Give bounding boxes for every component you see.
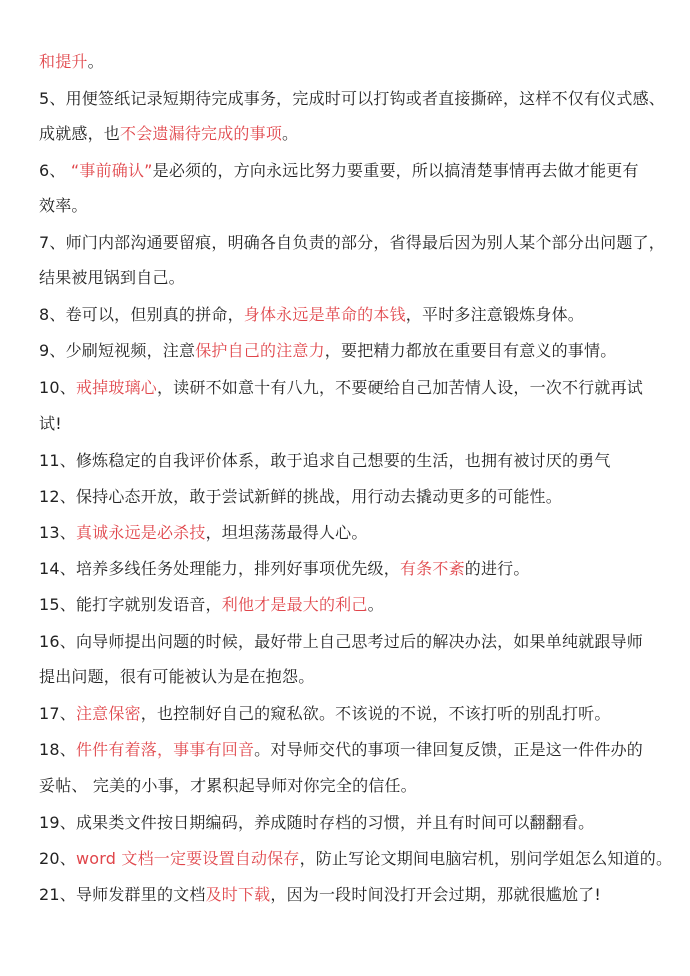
text-segment: 试! <box>39 414 62 433</box>
text-segment: ，读研不如意十有八九，不要硬给自己加苦情人设，一次不行就再试 <box>156 378 643 397</box>
text-segment: 的进行。 <box>464 559 530 578</box>
highlighted-text: 和提升 <box>39 52 88 71</box>
text-segment: 14、培养多线任务处理能力，排列好事项优先级， <box>39 559 400 578</box>
highlighted-text: 件件有着落，事事有回音 <box>75 740 255 759</box>
text-line <box>39 233 665 253</box>
highlighted-text: 有条不紊 <box>399 559 465 578</box>
text-line <box>39 776 417 796</box>
text-line <box>39 378 643 398</box>
text-line <box>39 813 594 833</box>
text-segment: 9、少刷短视频，注意 <box>39 341 196 360</box>
text-line <box>39 595 384 615</box>
text-segment: 12、保持心态开放，敢于尝试新鲜的挑战，用行动去撬动更多的可能性。 <box>39 487 562 506</box>
text-segment: 。 <box>367 595 384 614</box>
text-segment: ，平时多注意锻炼身体。 <box>405 305 584 324</box>
text-segment: 。 <box>282 124 299 143</box>
text-segment: ，要把精力都放在重要目有意义的事情。 <box>324 341 617 360</box>
text-segment: ，防止写论文期间电脑宕机，别问学姐怎么知道的。 <box>299 849 673 868</box>
text-line <box>39 161 639 181</box>
highlighted-text: 真诚永远是必杀技 <box>75 523 206 542</box>
highlighted-text: 不会遗漏待完成的事项 <box>120 124 283 143</box>
text-segment: 11、修炼稳定的自我评价体系，敢于追求自己想要的生活，也拥有被讨厌的勇气 <box>39 451 611 470</box>
text-segment: 。 <box>87 52 104 71</box>
text-segment: 21、导师发群里的文档 <box>39 885 206 904</box>
highlighted-text: 身体永远是革命的本钱 <box>243 305 406 324</box>
text-segment: 妥帖、 完美的小事，才累积起导师对你完全的信任。 <box>39 776 417 795</box>
text-segment: 15、能打字就别发语音， <box>39 595 222 614</box>
text-line <box>39 523 368 543</box>
text-segment: ，坦坦荡荡最得人心。 <box>205 523 368 542</box>
highlighted-text: “事前确认” <box>70 161 153 180</box>
text-segment: 7、师门内部沟通要留痕，明确各自负责的部分，省得最后因为别人某个部分出问题了， <box>39 233 665 252</box>
text-line <box>39 52 104 72</box>
text-line <box>39 89 665 109</box>
highlighted-text: 利他才是最大的利己 <box>221 595 368 614</box>
text-segment: 16、向导师提出问题的时候，最好带上自己思考过后的解决办法，如果单纯就跟导师 <box>39 632 643 651</box>
text-segment: 10、 <box>39 378 76 397</box>
text-segment: 19、成果类文件按日期编码，养成随时存档的习惯，并且有时间可以翻翻看。 <box>39 813 595 832</box>
text-line <box>39 414 62 434</box>
text-segment: 13、 <box>39 523 76 542</box>
text-segment: 18、 <box>39 740 76 759</box>
text-line <box>39 196 88 216</box>
text-segment: 提出问题，很有可能被认为是在抱怨。 <box>39 667 315 686</box>
text-line <box>39 451 611 471</box>
text-line <box>39 885 601 905</box>
text-line <box>39 559 530 579</box>
text-line <box>39 341 616 361</box>
highlighted-text: word 文档一定要设置自动保存 <box>75 849 300 868</box>
text-line <box>39 849 672 869</box>
text-line <box>39 487 562 507</box>
highlighted-text: 注意保密 <box>75 704 141 723</box>
highlighted-text: 及时下载 <box>205 885 271 904</box>
text-segment: 成就感，也 <box>39 124 121 143</box>
text-segment: 5、用便签纸记录短期待完成事务，完成时可以打钩或者直接撕碎，这样不仅有仪式感、 <box>39 89 665 108</box>
text-segment: 效率。 <box>39 196 88 215</box>
text-line <box>39 305 584 325</box>
text-line <box>39 124 298 144</box>
text-line <box>39 268 185 288</box>
text-segment: ，也控制好自己的窥私欲。不该说的不说，不该打听的别乱打听。 <box>140 704 611 723</box>
text-segment: 结果被甩锅到自己。 <box>39 268 185 287</box>
text-segment: 17、 <box>39 704 76 723</box>
text-segment: 20、 <box>39 849 76 868</box>
text-segment: ，因为一段时间没打开会过期，那就很尴尬了! <box>270 885 601 904</box>
highlighted-text: 戒掉玻璃心 <box>75 378 157 397</box>
text-line <box>39 704 611 724</box>
text-segment: 是必须的，方向永远比努力要重要，所以搞清楚事情再去做才能更有 <box>152 161 639 180</box>
text-segment: 。对导师交代的事项一律回复反馈，正是这一件件办的 <box>254 740 643 759</box>
text-line <box>39 667 314 687</box>
highlighted-text: 保护自己的注意力 <box>195 341 325 360</box>
text-segment: 6、 <box>39 161 71 180</box>
text-line <box>39 740 643 760</box>
text-line <box>39 632 643 652</box>
text-segment: 8、卷可以，但别真的拼命， <box>39 305 244 324</box>
